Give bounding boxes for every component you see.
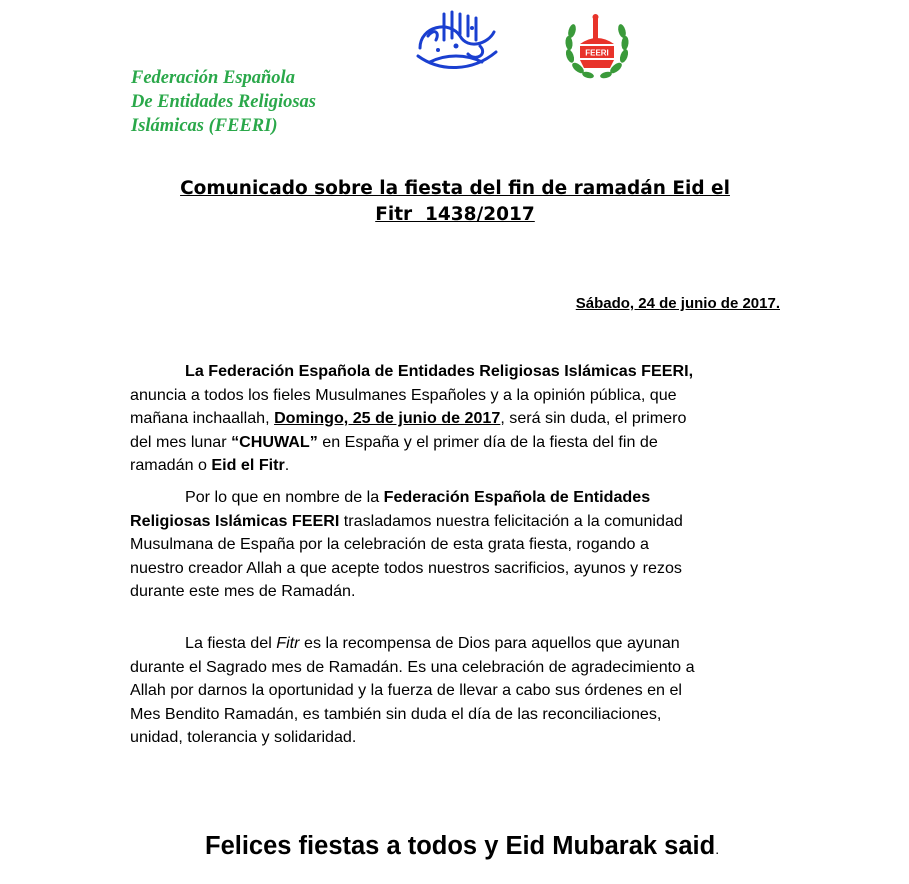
- closing-greeting: [205, 832, 719, 861]
- eid-date: Domingo, 25 de junio de 2017: [274, 409, 501, 427]
- eid-name: Eid el Fitr: [211, 456, 285, 474]
- fitr-italic: Fitr: [276, 634, 300, 652]
- organization-name: [131, 66, 316, 138]
- title-line-2: Fitr 1438/2017: [375, 204, 535, 225]
- p2-line-5: durante este mes de Ramadán.: [130, 582, 356, 600]
- p3-line-4: Mes Bendito Ramadán, es también sin duda el día de las reconciliaciones,: [130, 704, 662, 723]
- org-name-bold: Federación Española de Entidades: [383, 488, 651, 506]
- logo-feeri-text: FEERI: [585, 48, 609, 58]
- p3-text: es la recompensa de Dios para aquellos que ayunan: [299, 634, 680, 652]
- document-title: [130, 176, 780, 228]
- p2-text: Por lo que en nombre de la: [185, 488, 384, 506]
- org-full-name: La Federación Española de Entidades Religiosas Islámicas FEERI: [185, 362, 689, 380]
- p3-line-5: unidad, tolerancia y solidaridad.: [130, 728, 357, 746]
- document-date: Sábado, 24 de junio de 2017.: [575, 295, 780, 312]
- calligraphy-logo: [410, 6, 502, 78]
- p3-text: La fiesta del: [185, 634, 277, 652]
- org-name-bold: Religiosas Islámicas FEERI: [130, 511, 340, 530]
- closing-text: Felices fiestas a todos y Eid Mubarak said: [205, 832, 716, 860]
- p1-text: , será sin duda, el primero: [500, 409, 687, 427]
- p1-text: en España y el primer día de la fiesta del fin de: [317, 432, 658, 451]
- comma: ,: [688, 362, 694, 380]
- p3-line-2: durante el Sagrado mes de Ramadán. Es una celebración de agradecimiento a: [130, 657, 695, 676]
- org-line-3: Islámicas (FEERI): [131, 116, 278, 136]
- p2-text: trasladamos nuestra felicitación a la comunidad: [339, 511, 683, 530]
- month-name: “CHUWAL”: [231, 432, 318, 451]
- p1-text: .: [284, 456, 290, 474]
- org-line-1: Federación Española: [131, 68, 295, 88]
- p2-line-3: Musulmana de España por la celebración de esta grata fiesta, rogando a: [130, 535, 649, 553]
- p2-line-4: nuestro creador Allah a que acepte todos nuestros sacrificios, ayunos y rezos: [130, 558, 682, 577]
- p1-text: del mes lunar: [130, 432, 232, 451]
- p1-line-2: anuncia a todos los fieles Musulmanes Españoles y a la opinión pública, que: [130, 385, 677, 404]
- title-line-1: Comunicado sobre la fiesta del fin de ramadán Eid el: [180, 178, 730, 199]
- org-line-2: De Entidades Religiosas: [131, 92, 317, 112]
- paragraph-1: [130, 360, 790, 478]
- feeri-emblem-logo: [560, 10, 634, 82]
- closing-dot: .: [715, 841, 720, 857]
- paragraph-2: [130, 486, 790, 604]
- paragraph-3: [130, 632, 790, 750]
- p1-text: mañana inchaallah,: [130, 409, 275, 427]
- p3-line-3: Allah por darnos la oportunidad y la fuerza de llevar a cabo sus órdenes en el: [130, 681, 683, 699]
- p1-text: ramadán o: [130, 456, 212, 474]
